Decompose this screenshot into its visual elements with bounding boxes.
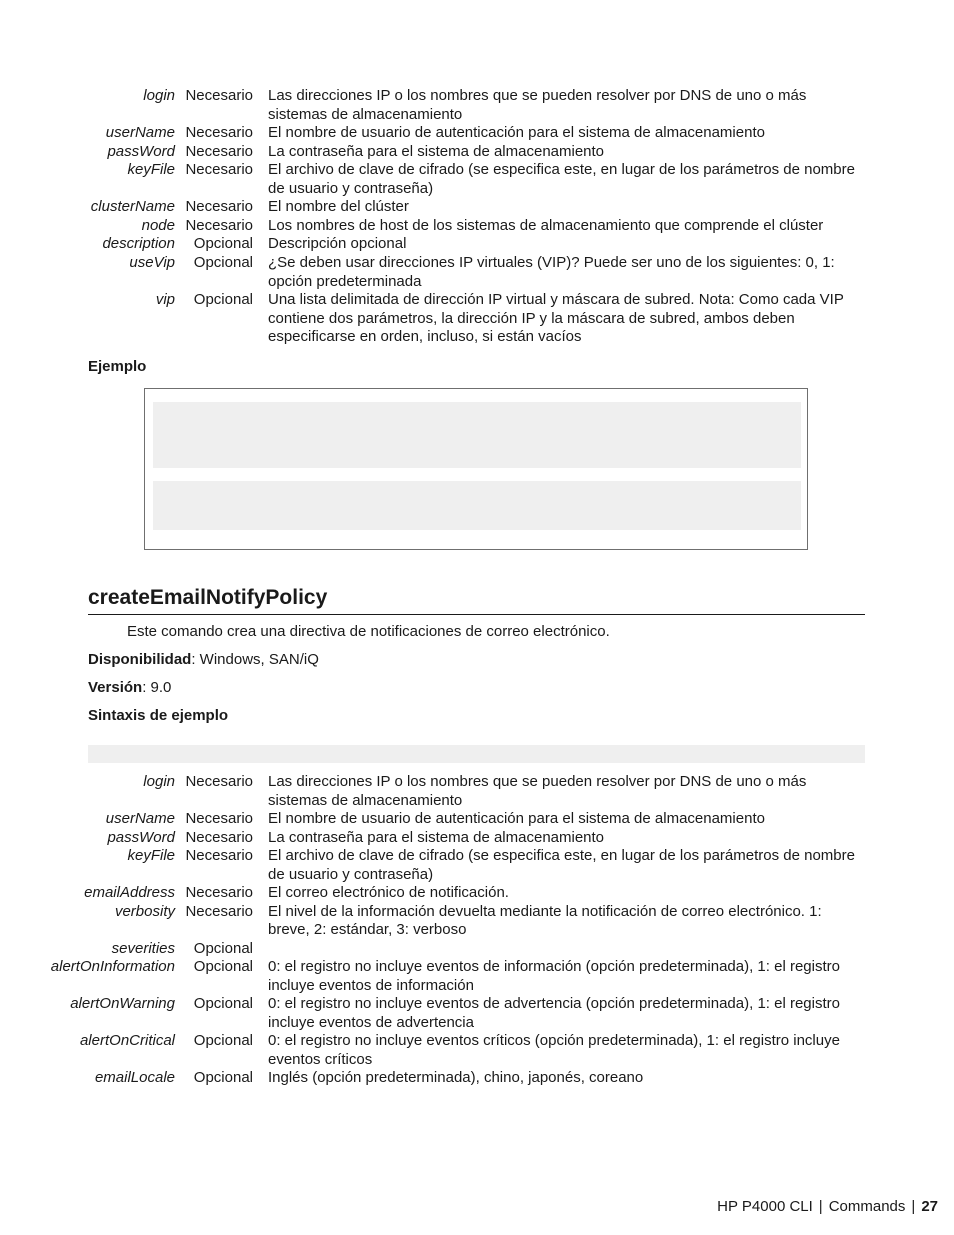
command-title: createEmailNotifyPolicy [88, 584, 865, 615]
param-description: La contraseña para el sistema de almacenamiento [268, 828, 605, 846]
param-required: Necesario [185, 810, 253, 827]
param-name: userName [105, 124, 175, 141]
param-description: El nombre de usuario de autenticación para el sistema de almacenamiento [268, 124, 765, 141]
param-name: keyFile [127, 161, 175, 179]
param-row [0, 884, 954, 903]
syntax-code-block [88, 745, 865, 763]
version-label: Versión [88, 679, 143, 696]
param-description: 0: el registro no incluye eventos de advertencia (opción predeterminada), 1: el registro incluye eventos de advertencia [268, 995, 840, 1031]
syntax-heading: Sintaxis de ejemplo [88, 707, 229, 724]
param-name: verbosity [114, 902, 175, 920]
param-row [0, 291, 954, 347]
params-table-bottom [0, 773, 954, 1088]
param-required: Opcional [193, 958, 253, 976]
footer-separator: | [911, 1198, 916, 1215]
command-description: Este comando crea una directiva de notificaciones de correo electrónico. [127, 623, 610, 640]
param-name: node [141, 216, 175, 234]
version-value: : 9.0 [142, 679, 172, 696]
param-required: Opcional [193, 290, 253, 308]
param-name: severities [111, 939, 175, 957]
param-row [0, 773, 954, 810]
param-description: El nombre de usuario de autenticación para el sistema de almacenamiento [268, 810, 765, 827]
availability-value: : Windows, SAN/iQ [191, 651, 319, 668]
footer-section: Commands [828, 1198, 906, 1215]
param-description: El correo electrónico de notificación. [268, 884, 509, 902]
param-name: alertOnCritical [79, 1032, 175, 1050]
param-required: Necesario [185, 847, 253, 865]
param-row [0, 1032, 954, 1069]
param-description: Una lista delimitada de dirección IP virtual y máscara de subred. Nota: Como cada VIP contiene dos parámetros, la dirección IP y la máscara de subred, ambos deben especificarse en orden, incluso, si están vacíos [268, 290, 844, 346]
param-row [0, 198, 954, 217]
param-description [268, 940, 858, 959]
param-row [0, 235, 954, 254]
param-description: Las direcciones IP o los nombres que se pueden resolver por DNS de uno o más sistemas de almacenamiento [268, 773, 807, 809]
param-name: emailAddress [84, 884, 175, 902]
availability-label: Disponibilidad [88, 651, 192, 668]
param-row [0, 254, 954, 291]
param-name: passWord [107, 828, 175, 846]
param-required: Necesario [185, 124, 253, 141]
param-required: Opcional [193, 995, 253, 1013]
param-required: Necesario [185, 902, 253, 920]
param-name: emailLocale [94, 1069, 175, 1087]
param-required: Necesario [185, 142, 253, 160]
param-description: El nivel de la información devuelta mediante la notificación de correo electrónico. 1: breve, 2: estándar, 3: verboso [268, 902, 822, 939]
param-description: Inglés (opción predeterminada), chino, japonés, coreano [268, 1069, 644, 1087]
param-row [0, 940, 954, 959]
example-box [144, 388, 808, 550]
param-name: login [143, 773, 175, 790]
param-description: El archivo de clave de cifrado (se especifica este, en lugar de los parámetros de nombre de usuario y contraseña) [268, 847, 855, 883]
param-row [0, 143, 954, 162]
param-required: Necesario [185, 773, 253, 790]
param-name: alertOnInformation [50, 958, 175, 976]
param-description: El nombre del clúster [268, 198, 409, 216]
param-name: clusterName [90, 198, 175, 216]
code-block [153, 402, 801, 468]
page-number: 27 [921, 1198, 938, 1215]
param-row [0, 810, 954, 829]
footer-separator: | [818, 1198, 823, 1215]
param-name: vip [155, 290, 175, 308]
param-description: Los nombres de host de los sistemas de almacenamiento que comprende el clúster [268, 216, 824, 234]
footer-doc-title: HP P4000 CLI [717, 1198, 813, 1215]
param-row [0, 958, 954, 995]
param-description: El archivo de clave de cifrado (se especifica este, en lugar de los parámetros de nombre de usuario y contraseña) [268, 161, 855, 197]
param-row [0, 995, 954, 1032]
example-heading: Ejemplo [88, 358, 147, 375]
param-required: Opcional [193, 235, 253, 253]
param-required: Necesario [185, 198, 253, 216]
param-name: useVip [129, 253, 175, 271]
param-description: Descripción opcional [268, 235, 407, 253]
param-name: userName [105, 810, 175, 827]
param-description: ¿Se deben usar direcciones IP virtuales (VIP)? Puede ser uno de los siguientes: 0, 1: opción predeterminada [268, 253, 835, 290]
param-row [0, 829, 954, 848]
param-row [0, 217, 954, 236]
param-description: La contraseña para el sistema de almacenamiento [268, 142, 605, 160]
availability [88, 651, 319, 668]
page-footer [717, 1198, 938, 1215]
param-required: Necesario [185, 216, 253, 234]
param-name: alertOnWarning [70, 995, 175, 1013]
param-description: Las direcciones IP o los nombres que se pueden resolver por DNS de uno o más sistemas de almacenamiento [268, 87, 807, 123]
param-row [0, 847, 954, 884]
param-description: 0: el registro no incluye eventos de información (opción predeterminada), 1: el registro incluye eventos de información [268, 958, 840, 994]
param-required: Opcional [193, 253, 253, 271]
param-row [0, 1069, 954, 1088]
param-required: Opcional [193, 939, 253, 957]
version [88, 679, 171, 696]
param-description: 0: el registro no incluye eventos críticos (opción predeterminada), 1: el registro incluye eventos críticos [268, 1032, 840, 1068]
param-name: login [143, 87, 175, 104]
param-required: Necesario [185, 161, 253, 179]
param-required: Necesario [185, 87, 253, 104]
param-row [0, 124, 954, 143]
param-name: description [102, 235, 175, 253]
param-row [0, 903, 954, 940]
params-table-top [0, 87, 954, 347]
param-name: passWord [107, 142, 175, 160]
param-required: Opcional [193, 1032, 253, 1050]
param-row [0, 87, 954, 124]
code-block [153, 481, 801, 530]
param-required: Opcional [193, 1069, 253, 1087]
param-required: Necesario [185, 884, 253, 902]
param-row [0, 161, 954, 198]
param-name: keyFile [127, 847, 175, 865]
param-required: Necesario [185, 828, 253, 846]
